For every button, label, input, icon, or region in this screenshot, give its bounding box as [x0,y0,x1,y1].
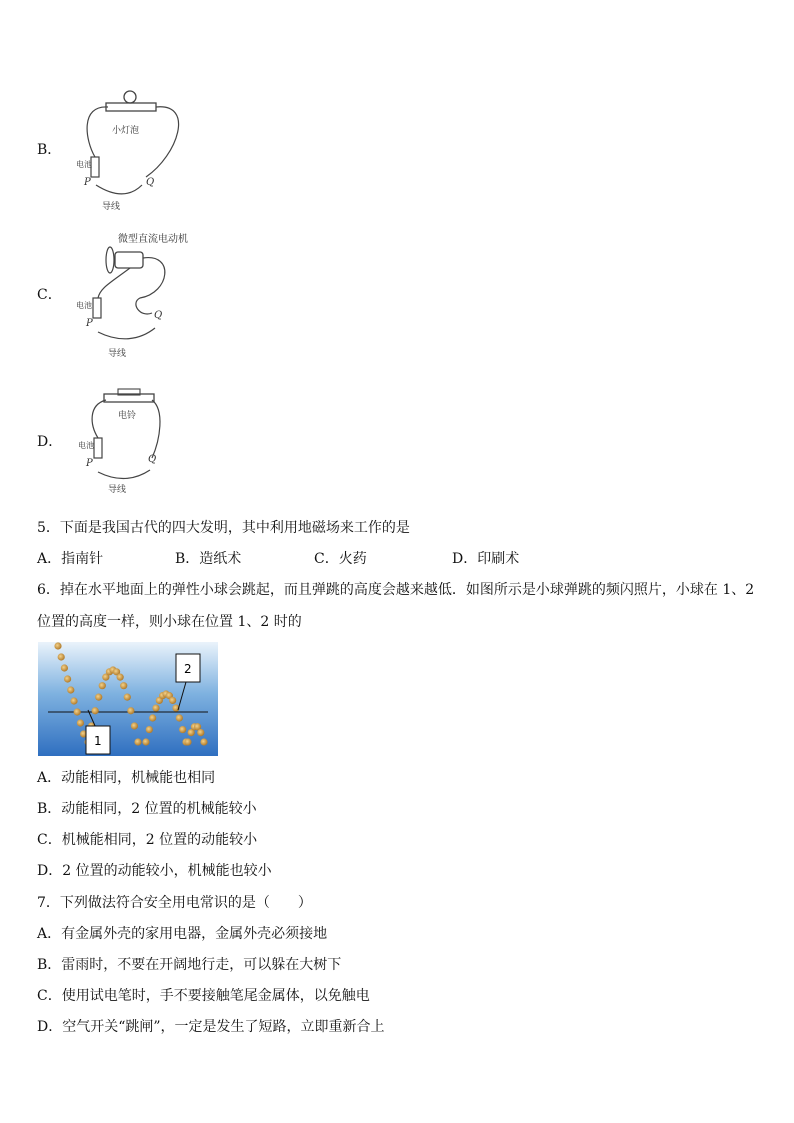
callout-1-text: 1 [94,734,102,748]
option-b-label: B． [37,142,62,158]
q5-stem: 5．下面是我国古代的四大发明，其中利用地磁场来工作的是 [37,520,410,536]
q7-option-d: D．空气开关“跳闸”，一定是发生了短路，立即重新合上 [37,1019,385,1035]
circuit-figure-c [70,228,230,363]
ball-image [142,738,149,745]
ball-image [127,707,134,714]
q7-stem: 7．下列做法符合安全用电常识的是（ ） [37,895,312,911]
motor-label: 微型直流电动机 [118,234,188,245]
wire-right [146,107,179,177]
terminal-p: P [86,458,93,469]
fan-icon [106,247,114,273]
terminal-q: Q [154,310,163,321]
loose-wire [98,470,150,479]
loose-wire [96,185,142,194]
battery-label: 电池 [76,160,92,169]
q7-option-c: C．使用试电笔时，手不要接触笔尾金属体，以免触电 [37,988,370,1004]
ball-image [184,738,191,745]
q5-option-d: D．印刷术 [452,551,520,567]
q6-option-c: C．机械能相同，2 位置的动能较小 [37,832,258,848]
wire-left [92,400,106,438]
ball-image [134,738,141,745]
ball-image [124,694,131,701]
ball-image [131,722,138,729]
wire-right [136,258,165,314]
ball-image [58,653,65,660]
bulb-label: 小灯泡 [112,126,140,136]
ball-image [120,682,127,689]
bulb-icon [124,91,136,103]
ball-image [146,726,153,733]
terminal-q: Q [148,454,157,465]
ball-image [70,697,77,704]
ball-image [54,642,61,649]
bell-label: 电铃 [118,411,137,421]
q6-stem-line1: 6．掉在水平地面上的弹性小球会跳起，而且弹跳的高度会越来越低．如图所示是小球弹跳的频闪照片，小球在 1、2 [37,582,755,598]
bulb-holder [106,103,156,111]
callout-2-text: 2 [184,662,192,676]
ball-image [176,714,183,721]
ball-image [92,707,99,714]
q5-option-a: A．指南针 [37,551,104,567]
ball-image [67,686,74,693]
wire-right [152,400,160,458]
loose-wire [98,328,155,339]
battery-icon [93,298,101,318]
wire-label: 导线 [102,202,121,212]
q7-option-b: B．雷雨时，不要在开阔地行走，可以躲在大树下 [37,957,342,973]
circuit-figure-b [70,85,200,215]
ball-image [152,704,159,711]
ball-image [197,729,204,736]
ball-image [61,664,68,671]
q7-option-a: A．有金属外壳的家用电器，金属外壳必须接地 [37,926,328,942]
bouncing-ball-photo [38,642,218,756]
option-c-label: C． [37,287,62,303]
option-d-label: D． [37,434,63,450]
wire-label: 导线 [108,349,127,359]
q5-option-b: B．造纸术 [175,551,242,567]
ball-image [77,719,84,726]
battery-label: 电池 [78,441,94,450]
ball-image [99,682,106,689]
terminal-q: Q [146,177,155,188]
ball-image [95,694,102,701]
ball-image [64,675,71,682]
terminal-p: P [86,318,93,329]
ball-image [149,714,156,721]
ball-image [169,697,176,704]
wire-left [98,268,130,298]
battery-icon [91,157,99,177]
q6-option-b: B．动能相同，2 位置的机械能较小 [37,801,257,817]
q5-option-c: C．火药 [314,551,367,567]
motor-icon [115,252,143,268]
circuit-figure-d [70,380,200,500]
ball-image [74,708,81,715]
ball-image [179,726,186,733]
wire-left [87,107,108,157]
terminal-p: P [84,177,91,188]
q6-option-d: D．2 位置的动能较小，机械能也较小 [37,863,272,879]
ball-image [117,674,124,681]
q6-stem-line2: 位置的高度一样，则小球在位置 1、2 时的 [37,614,302,630]
q6-option-a: A．动能相同，机械能也相同 [37,770,216,786]
battery-icon [94,438,102,458]
wire-label: 导线 [108,485,127,495]
battery-label: 电池 [76,301,92,310]
ball-image [200,738,207,745]
